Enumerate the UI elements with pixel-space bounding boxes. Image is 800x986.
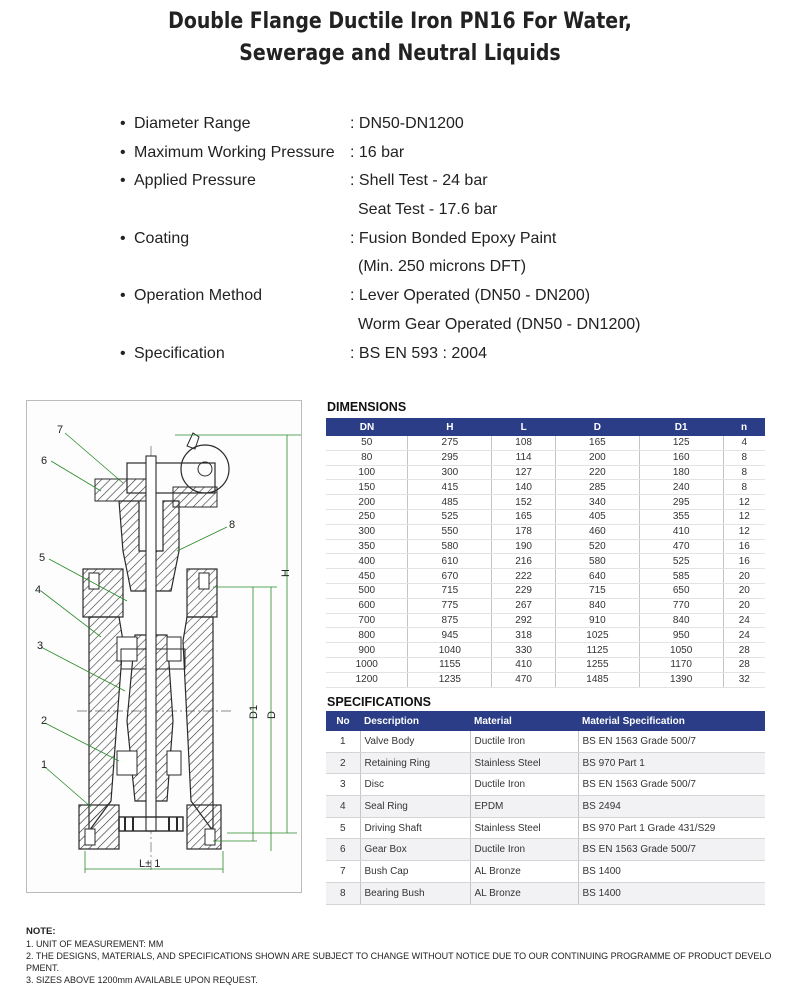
bullet-icon: • [120,344,126,362]
table-row [326,598,765,613]
table-cell: 1040 [408,643,492,658]
table-cell: 650 [639,583,723,598]
table-cell: 20 [723,583,765,598]
table-row [326,465,765,480]
dimensions-title: DIMENSIONS [327,400,407,414]
table-cell: BS 1400 [578,861,765,883]
valve-cross-section-drawing [27,401,301,892]
table-cell: 470 [492,672,556,687]
table-row [326,613,765,628]
specifications-title: SPECIFICATIONS [327,695,431,709]
table-cell: 222 [492,569,556,584]
table-cell: 12 [723,524,765,539]
dim-label-d: D [266,711,278,719]
table-cell: 127 [492,465,556,480]
table-cell: 190 [492,539,556,554]
table-row [326,554,765,569]
bullet-icon: • [120,143,126,161]
table-cell: 80 [326,450,408,465]
table-cell: 200 [556,450,640,465]
column-header: n [723,418,765,436]
table-row [326,731,765,752]
spec-value: Worm Gear Operated (DN50 - DN1200) [358,315,641,333]
table-cell: 340 [556,495,640,510]
table-row [326,672,765,687]
table-cell: BS 970 Part 1 [578,752,765,774]
table-cell: Ductile Iron [470,731,578,752]
table-row [326,450,765,465]
table-cell: 16 [723,554,765,569]
table-cell: 229 [492,583,556,598]
page-title [56,6,744,70]
table-cell: 28 [723,657,765,672]
table-cell: 108 [492,436,556,450]
table-cell: 140 [492,480,556,495]
table-cell: 8 [723,480,765,495]
spec-item [120,340,760,369]
table-header-row [326,711,765,731]
table-cell: 875 [408,613,492,628]
table-cell: 165 [492,509,556,524]
table-cell: 20 [723,598,765,613]
table-cell: 150 [326,480,408,495]
table-cell: 1200 [326,672,408,687]
spec-item-continued [120,311,760,340]
table-cell: 410 [639,524,723,539]
table-cell: 355 [639,509,723,524]
note-item: 3. SIZES ABOVE 1200mm AVAILABLE UPON REQUEST. [26,975,258,985]
table-row [326,796,765,818]
bullet-icon: • [120,229,126,247]
table-cell: 24 [723,613,765,628]
spec-item [120,110,760,139]
table-cell: 1 [326,731,360,752]
table-cell: 840 [556,598,640,613]
table-cell: 410 [492,657,556,672]
table-row [326,583,765,598]
table-cell: 12 [723,509,765,524]
table-cell: 1235 [408,672,492,687]
table-cell: 114 [492,450,556,465]
column-header: L [492,418,556,436]
table-cell: 32 [723,672,765,687]
column-header: Material Specification [578,711,765,731]
table-cell: Seal Ring [360,796,470,818]
notes-title: NOTE: [26,926,56,937]
table-cell: 580 [556,554,640,569]
table-cell: 715 [556,583,640,598]
gear-box-icon [95,433,229,507]
table-cell: 50 [326,436,408,450]
table-row [326,861,765,883]
bullet-icon: • [120,172,126,190]
table-cell: Bearing Bush [360,882,470,904]
spec-label: Applied Pressure [134,172,256,190]
table-cell: 216 [492,554,556,569]
driving-shaft-shape [146,456,156,831]
table-cell: 460 [556,524,640,539]
table-cell: Bush Cap [360,861,470,883]
table-cell: 285 [556,480,640,495]
table-cell: 350 [326,539,408,554]
table-cell: 24 [723,628,765,643]
part-label: 6 [41,455,48,467]
table-cell: 6 [326,839,360,861]
part-label: 1 [41,759,48,771]
table-cell: 550 [408,524,492,539]
table-cell: 295 [639,495,723,510]
column-header: D [556,418,640,436]
table-cell: 240 [639,480,723,495]
spec-item-continued [120,253,760,282]
part-label: 7 [57,424,64,436]
table-cell: Stainless Steel [470,817,578,839]
part-label: 2 [41,715,48,727]
table-row [326,539,765,554]
table-row [326,643,765,658]
table-row [326,752,765,774]
title-line-1: Double Flange Ductile Iron PN16 For Water, [168,9,632,34]
table-cell: 8 [326,882,360,904]
table-cell: 2 [326,752,360,774]
table-cell: 100 [326,465,408,480]
table-row [326,657,765,672]
spec-item-continued [120,196,760,225]
table-row [326,774,765,796]
table-cell: 267 [492,598,556,613]
table-cell: 900 [326,643,408,658]
spec-label: Specification [134,344,225,362]
table-cell: BS EN 1563 Grade 500/7 [578,839,765,861]
spec-item [120,282,760,311]
table-row [326,569,765,584]
table-cell: 28 [723,643,765,658]
table-cell: 300 [408,465,492,480]
table-cell: 400 [326,554,408,569]
table-cell: 945 [408,628,492,643]
table-cell: 715 [408,583,492,598]
table-cell: 950 [639,628,723,643]
spec-value: : 16 bar [350,143,405,161]
notes-section [26,926,796,986]
table-cell: BS 1400 [578,882,765,904]
table-cell: Driving Shaft [360,817,470,839]
column-header: D1 [639,418,723,436]
table-row [326,882,765,904]
table-cell: 1170 [639,657,723,672]
table-cell: 640 [556,569,640,584]
spec-label: Coating [134,229,190,247]
table-cell: 200 [326,495,408,510]
spec-value: : Lever Operated (DN50 - DN200) [350,287,591,305]
table-cell: 300 [326,524,408,539]
table-cell: 580 [408,539,492,554]
table-cell: 4 [326,796,360,818]
table-cell: EPDM [470,796,578,818]
table-cell: 670 [408,569,492,584]
spec-item [120,167,760,196]
table-row [326,509,765,524]
column-header: No [326,711,360,731]
table-cell: 585 [639,569,723,584]
spec-value: : Shell Test - 24 bar [350,172,488,190]
table-cell: 8 [723,465,765,480]
table-cell: BS 970 Part 1 Grade 431/S29 [578,817,765,839]
table-cell: BS EN 1563 Grade 500/7 [578,731,765,752]
part-label: 4 [35,584,42,596]
spec-value: (Min. 250 microns DFT) [358,258,527,276]
key-specs-list [120,110,760,368]
table-cell: 165 [556,436,640,450]
table-cell: Retaining Ring [360,752,470,774]
dimensions-table [326,418,765,688]
dim-label-d1: D1 [248,704,260,719]
table-cell: 1025 [556,628,640,643]
table-header-row [326,418,765,436]
table-cell: 1485 [556,672,640,687]
table-cell: AL Bronze [470,861,578,883]
spec-item [120,225,760,254]
table-cell: 415 [408,480,492,495]
part-label: 5 [39,552,46,564]
table-row [326,495,765,510]
column-header: H [408,418,492,436]
table-cell: BS 2494 [578,796,765,818]
table-cell: 220 [556,465,640,480]
table-cell: 125 [639,436,723,450]
table-cell: 700 [326,613,408,628]
spec-item [120,139,760,168]
table-cell: 1155 [408,657,492,672]
table-cell: 610 [408,554,492,569]
table-cell: 525 [408,509,492,524]
table-cell: 7 [326,861,360,883]
table-cell: 800 [326,628,408,643]
spec-label: Diameter Range [134,115,251,132]
table-cell: 470 [639,539,723,554]
table-cell: 295 [408,450,492,465]
table-cell: 840 [639,613,723,628]
table-cell: 450 [326,569,408,584]
table-cell: 5 [326,817,360,839]
table-cell: 1255 [556,657,640,672]
table-cell: 405 [556,509,640,524]
bullet-icon: • [120,287,126,305]
table-cell: 910 [556,613,640,628]
spec-value: : DN50-DN1200 [350,115,464,132]
table-cell: Gear Box [360,839,470,861]
spec-label: Operation Method [134,287,263,305]
table-cell: 600 [326,598,408,613]
column-header: Material [470,711,578,731]
table-cell: BS EN 1563 Grade 500/7 [578,774,765,796]
table-cell: 152 [492,495,556,510]
table-cell: 330 [492,643,556,658]
part-label: 3 [37,640,44,652]
table-cell: 525 [639,554,723,569]
table-cell: Valve Body [360,731,470,752]
bullet-icon: • [120,115,126,132]
table-cell: 318 [492,628,556,643]
table-cell: Disc [360,774,470,796]
table-cell: 1000 [326,657,408,672]
spec-value: : Fusion Bonded Epoxy Paint [350,229,557,247]
table-cell: 1390 [639,672,723,687]
spec-value: : BS EN 593 : 2004 [350,344,487,362]
table-cell: 520 [556,539,640,554]
table-cell: Stainless Steel [470,752,578,774]
spec-label: Maximum Working Pressure [134,143,335,161]
table-cell: 20 [723,569,765,584]
table-cell: 4 [723,436,765,450]
table-row [326,839,765,861]
table-cell: 3 [326,774,360,796]
table-cell: Ductile Iron [470,774,578,796]
table-cell: Ductile Iron [470,839,578,861]
spec-value: Seat Test - 17.6 bar [358,201,498,219]
dim-label-h: H [280,569,292,577]
table-cell: 178 [492,524,556,539]
table-cell: 275 [408,436,492,450]
dim-label-l: L± 1 [139,858,161,870]
table-row [326,480,765,495]
table-cell: 485 [408,495,492,510]
table-cell: 180 [639,465,723,480]
valve-drawing-panel [26,400,302,893]
table-row [326,817,765,839]
table-cell: 500 [326,583,408,598]
table-cell: 250 [326,509,408,524]
table-cell: 775 [408,598,492,613]
column-header: DN [326,418,408,436]
table-cell: 1050 [639,643,723,658]
specifications-table [326,711,765,905]
note-item: 2. THE DESIGNS, MATERIALS, AND SPECIFICATIONS SHOWN ARE SUBJECT TO CHANGE WITHOUT NOTICE DUE TO OUR CONTINUING PROGRAMME OF PRODUCT DEVELO PMENT. [26,951,772,973]
table-cell: 8 [723,450,765,465]
table-row [326,436,765,450]
table-cell: 12 [723,495,765,510]
table-cell: 160 [639,450,723,465]
table-cell: 770 [639,598,723,613]
table-row [326,524,765,539]
table-row [326,628,765,643]
title-line-2: Sewerage and Neutral Liquids [239,41,561,66]
part-label: 8 [229,519,236,531]
table-cell: 1125 [556,643,640,658]
table-cell: 16 [723,539,765,554]
note-item: 1. UNIT OF MEASUREMENT: MM [26,939,164,949]
table-cell: 292 [492,613,556,628]
table-cell: AL Bronze [470,882,578,904]
column-header: Description [360,711,470,731]
